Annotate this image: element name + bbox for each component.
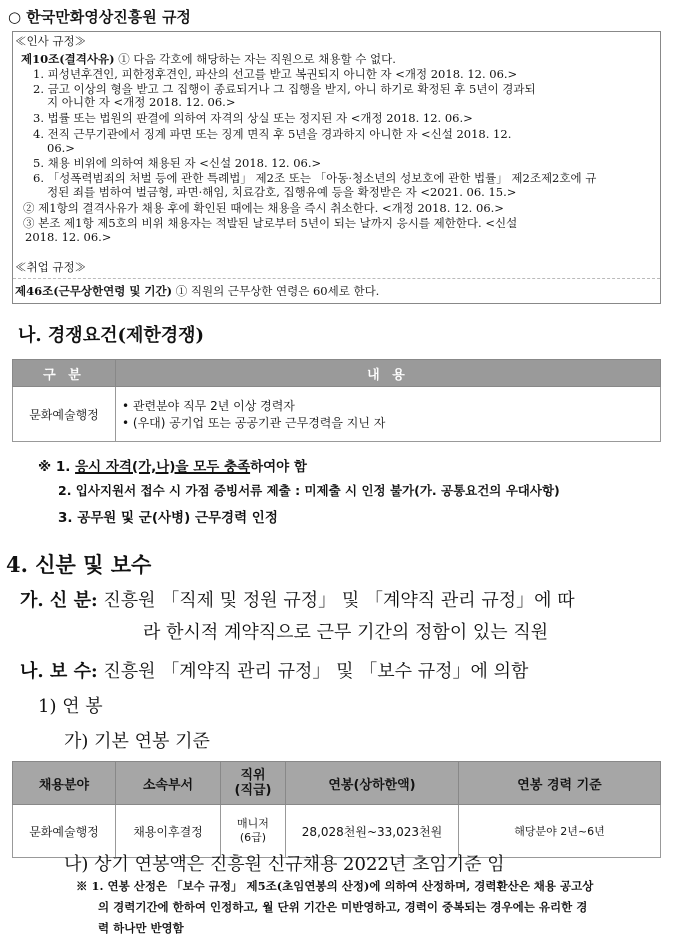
salary-note: 나) 상기 연봉액은 진흥원 신규채용 2022년 초임기준 임 bbox=[64, 854, 505, 875]
header-department: 소속부서 bbox=[116, 762, 221, 805]
note-1-prefix: ※ 1. bbox=[38, 459, 71, 475]
salary-label: 1) 연 봉 bbox=[38, 696, 103, 717]
status-text-1: 진흥원 「직제 및 정원 규정」 및 「계약직 관리 규정」에 따 bbox=[103, 590, 575, 611]
cell-position: 매니저 (6급) bbox=[221, 805, 286, 858]
article-10 bbox=[21, 53, 396, 66]
page-title: ○ 한국만화영상진흥원 규정 bbox=[8, 8, 191, 26]
note-3: 3. 공무원 및 군(사병) 근무경력 인정 bbox=[58, 510, 278, 526]
employment-heading: ≪취업 규정≫ bbox=[15, 260, 87, 274]
item-6-cont: 정된 죄를 범하여 벌금형, 파면·해임, 치료감호, 집행유예 등을 확정받은 자 <2021. 06. 15.> bbox=[47, 185, 517, 199]
row-label: 문화예술행정 bbox=[13, 387, 116, 442]
table-header-row bbox=[13, 360, 661, 387]
item-1: 1. 피성년후견인, 피한정후견인, 파산의 선고를 받고 복권되지 아니한 자 <개정 2018. 12. 06.> bbox=[33, 67, 518, 81]
status-label: 가. 신 분: bbox=[20, 590, 98, 611]
requirement-line: • (우대) 공기업 또는 공공기관 근무경력을 지닌 자 bbox=[122, 416, 386, 430]
cell-field: 문화예술행정 bbox=[13, 805, 116, 858]
footnote-line-2: 의 경력기간에 한하여 인정하고, 월 단위 기간은 미반영하고, 경력이 중복되는 경우에는 유리한 경 bbox=[98, 900, 588, 914]
note-1-underlined: 응시 자격(가,나)을 모두 충족 bbox=[75, 459, 251, 475]
header-category: 구 분 bbox=[13, 360, 116, 387]
pay-label: 나. 보 수: bbox=[20, 661, 98, 682]
pay-row bbox=[20, 657, 528, 683]
note-2: 2. 입사지원서 접수 시 가점 증빙서류 제출 : 미제출 시 인정 불가(가. 공통요건의 우대사항) bbox=[58, 483, 560, 498]
header-content: 내 용 bbox=[116, 360, 661, 387]
paragraph-2: ② 제1항의 결격사유가 채용 후에 확인된 때에는 채용을 즉시 취소한다. <개정 2018. 12. 06.> bbox=[23, 201, 504, 215]
item-4: 4. 전직 근무기관에서 징계 파면 또는 징계 면직 후 5년을 경과하지 아니한 자 <신설 2018. 12. bbox=[33, 127, 512, 141]
header-salary: 연봉(상하한액) bbox=[286, 762, 459, 805]
requirement-line: • 관련분야 직무 2년 이상 경력자 bbox=[122, 399, 295, 413]
footnote-line-1: ※ 1. 연봉 산정은 「보수 규정」 제5조(초임연봉의 산정)에 의하여 산정하며, 경력환산은 채용 공고상 bbox=[76, 879, 594, 893]
header-career: 연봉 경력 기준 bbox=[459, 762, 661, 805]
row-content bbox=[116, 387, 661, 442]
status-text-2: 라 한시적 계약직으로 근무 기간의 정함이 있는 직원 bbox=[143, 622, 549, 643]
header-position: 직위 (직급) bbox=[221, 762, 286, 805]
article-10-intro: ① 다음 각호에 해당하는 자는 직원으로 채용할 수 없다. bbox=[118, 52, 396, 66]
article-46-text: ① 직원의 근무상한 연령은 60세로 한다. bbox=[175, 284, 380, 298]
cell-career: 해당분야 2년~6년 bbox=[459, 805, 661, 858]
competition-heading: 나. 경쟁요건(제한경쟁) bbox=[18, 325, 205, 346]
header-field: 채용분야 bbox=[13, 762, 116, 805]
item-6: 6. 「성폭력범죄의 처벌 등에 관한 특례법」 제2조 또는 「아동·청소년의 성보호에 관한 법률」 제2조제2호에 규 bbox=[33, 171, 597, 185]
competition-table bbox=[12, 359, 661, 442]
note-1-suffix: 하여야 함 bbox=[250, 459, 307, 475]
cell-salary: 28,028천원~33,023천원 bbox=[286, 805, 459, 858]
cell-department: 채용이후결정 bbox=[116, 805, 221, 858]
status-row bbox=[20, 586, 575, 612]
regulation-box bbox=[12, 31, 661, 304]
salary-table bbox=[12, 761, 661, 858]
divider bbox=[13, 278, 660, 279]
item-2: 2. 금고 이상의 형을 받고 그 집행이 종료되거나 그 집행을 받지, 아니 하기로 확정된 후 5년이 경과되 bbox=[33, 82, 536, 96]
table-row bbox=[13, 387, 661, 442]
personnel-heading: ≪인사 규정≫ bbox=[15, 34, 87, 48]
paragraph-3-cont: 2018. 12. 06.> bbox=[25, 230, 112, 244]
note-1 bbox=[38, 455, 307, 475]
footnote-line-3: 력 하나만 반영함 bbox=[98, 921, 184, 935]
item-4-cont: 06.> bbox=[47, 141, 75, 155]
article-46-label: 제46조(근무상한연령 및 기간) bbox=[15, 284, 173, 298]
item-3: 3. 법률 또는 법원의 판결에 의하여 자격의 상실 또는 정지된 자 <개정 2018. 12. 06.> bbox=[33, 111, 473, 125]
salary-header-row bbox=[13, 762, 661, 805]
item-5: 5. 채용 비위에 의하여 채용된 자 <신설 2018. 12. 06.> bbox=[33, 156, 322, 170]
section-4-heading: 4. 신분 및 보수 bbox=[6, 552, 152, 577]
item-2-cont: 지 아니한 자 <개정 2018. 12. 06.> bbox=[47, 95, 236, 109]
article-10-label: 제10조(결격사유) bbox=[21, 52, 115, 66]
paragraph-3: ③ 본조 제1항 제5호의 비위 채용자는 적발된 날로부터 5년이 되는 날까지 응시를 제한한다. <신설 bbox=[23, 216, 518, 230]
pay-text: 진흥원 「계약직 관리 규정」 및 「보수 규정」에 의함 bbox=[103, 661, 529, 682]
article-46 bbox=[15, 285, 379, 298]
basis-label: 가) 기본 연봉 기준 bbox=[64, 731, 210, 752]
